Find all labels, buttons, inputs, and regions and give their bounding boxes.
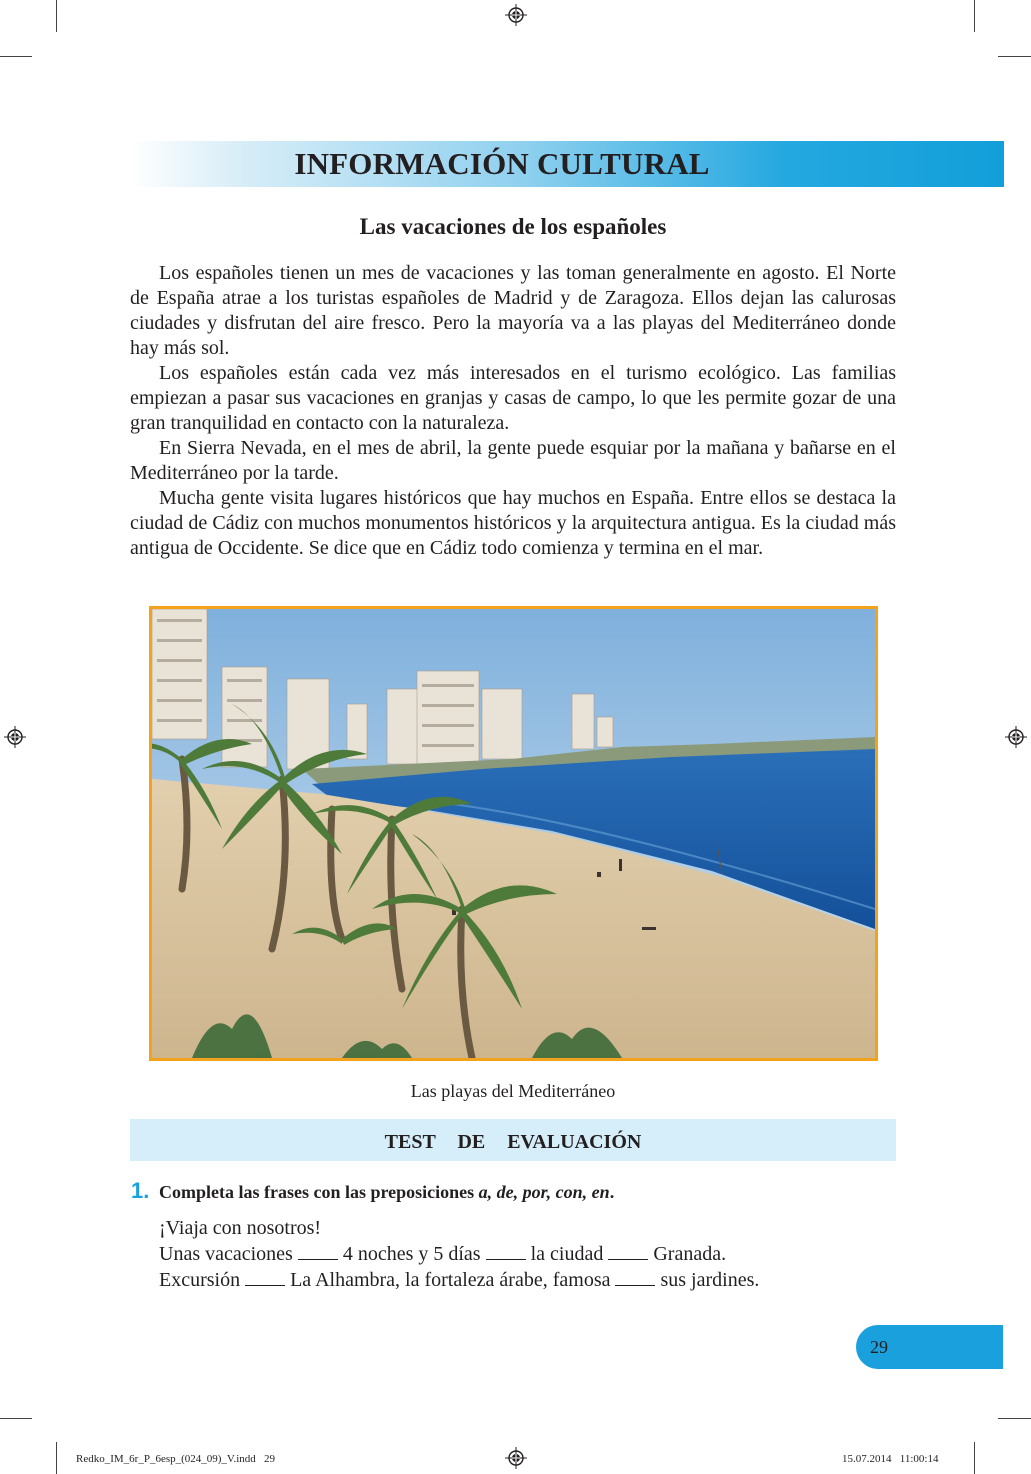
article-subtitle: Las vacaciones de los españoles — [359, 214, 667, 239]
fill-in-blank[interactable] — [608, 1245, 648, 1260]
registration-mark-icon — [4, 726, 26, 748]
crop-mark — [56, 1442, 57, 1474]
crop-mark — [0, 1418, 32, 1419]
line-text: Unas vacaciones — [159, 1243, 293, 1265]
exercise-line — [159, 1267, 899, 1293]
line-text: sus jardines. — [660, 1269, 760, 1291]
crop-mark — [974, 0, 975, 32]
slug-date: 15.07.2014 11:00:14 — [842, 1453, 939, 1465]
article-body — [130, 261, 896, 561]
paragraph: Los españoles están cada vez más interesados en el turismo ecológico. Las familias empiezan a pasar sus vacaciones en granjas y casas de campo, lo que les permite gozar de una gran tranquilidad en contacto con la naturaleza. — [130, 362, 896, 434]
line-text: Granada. — [653, 1243, 727, 1265]
crop-mark — [998, 56, 1031, 57]
slug-file: Redko_IM_6r_P_6esp_(024_09)_V.indd 29 — [76, 1453, 276, 1465]
beach-photo — [149, 606, 878, 1061]
exercise-number: 1. — [131, 1178, 150, 1203]
exercise-instruction — [159, 1182, 614, 1203]
line-text: la ciudad — [530, 1243, 604, 1265]
exercise-line: ¡Viaja con nosotros! — [159, 1217, 322, 1239]
registration-mark-icon — [1005, 726, 1027, 748]
test-title: TEST DE EVALUACIÓN — [384, 1131, 642, 1153]
exercise-lines — [159, 1215, 899, 1293]
photo-caption: Las playas del Mediterráneo — [410, 1081, 616, 1101]
paragraph: Mucha gente visita lugares históricos que hay muchos en España. Entre ellos se destaca la ciudad de Cádiz con muchos monumentos históricos y la arquitectura antigua. Es la ciudad más antigua de Occidente. Se dice que en Cádiz todo comienza y termina en el mar. — [130, 487, 896, 559]
registration-mark-icon — [505, 4, 527, 26]
fill-in-blank[interactable] — [245, 1271, 285, 1286]
paragraph: Los españoles tienen un mes de vacaciones y las toman generalmente en agosto. El Norte de España atrae a los turistas españoles de Madrid y de Zaragoza. Ellos dejan las calurosas ciudades y disfrutan del aire fresco. Pero la mayoría va a las playas del Mediterráneo donde hay más sol. — [130, 262, 896, 359]
fill-in-blank[interactable] — [298, 1245, 338, 1260]
exercise-line — [159, 1241, 899, 1267]
crop-mark — [974, 1442, 975, 1474]
crop-mark — [56, 0, 57, 32]
fill-in-blank[interactable] — [615, 1271, 655, 1286]
paragraph: En Sierra Nevada, en el mes de abril, la gente puede esquiar por la mañana y bañarse en el Mediterráneo por la tarde. — [130, 437, 896, 484]
instruction-prepositions: a, de, por, con, en — [478, 1182, 610, 1202]
fill-in-blank[interactable] — [486, 1245, 526, 1260]
instruction-text: Completa las frases con las preposiciones — [159, 1182, 475, 1202]
registration-mark-icon — [505, 1447, 527, 1469]
page-number: 29 — [870, 1337, 888, 1357]
line-text: Excursión — [159, 1269, 241, 1291]
line-text: 4 noches y 5 días — [342, 1243, 481, 1265]
instruction-end: . — [609, 1182, 615, 1202]
beach-illustration — [152, 609, 875, 1058]
line-text: La Alhambra, la fortaleza árabe, famosa — [290, 1269, 611, 1291]
crop-mark — [0, 56, 32, 57]
crop-mark — [998, 1418, 1031, 1419]
page-title: INFORMACIÓN CULTURAL — [294, 146, 710, 181]
